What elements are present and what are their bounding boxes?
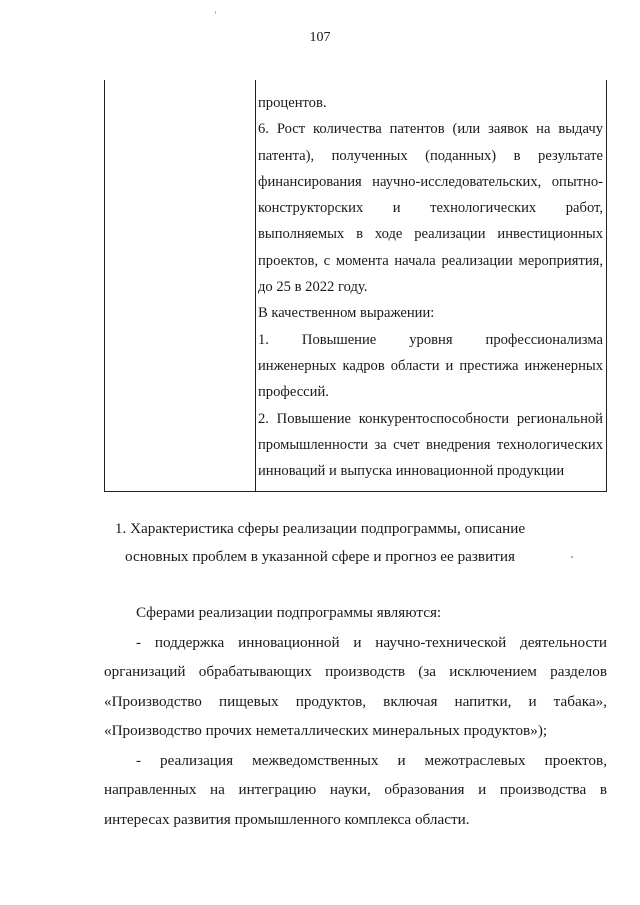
cell-item-6: 6. Рост количества патентов (или заявок на выдачу патента), полученных (поданных) в результате финансирования научно-исследовательских, опытно-конструкторских и технологических работ, выполняемых в ходе реализации инвестиционных проектов, с момента начала реализации мероприятия, до 25 в 2022 году. (258, 121, 603, 296)
item-1-word-a: Повышение (301, 331, 377, 348)
cell-item-1-first-line (258, 327, 603, 353)
cell-qualitative-heading: В качественном выражении: (258, 305, 435, 322)
section-intro: Сферами реализации подпрограммы являются: (136, 604, 442, 621)
section-heading-line-2: основных проблем в указанной сфере и прогноз ее развития (125, 548, 515, 565)
cell-line-percent: процентов. (258, 95, 327, 111)
item-1-word-c: профессионализма (485, 331, 603, 348)
scan-artifact (215, 11, 216, 14)
table-cell-content (258, 90, 603, 484)
section-bullet-2: - реализация межведомственных и межотраслевых проектов, направленных на интеграцию науки, образования и производства в интересах развития промышленного комплекса области. (104, 751, 607, 828)
scan-artifact-dot (571, 556, 573, 558)
cell-item-2: 2. Повышение конкурентоспособности региональной промышленности за счет внедрения технологических инноваций и выпуска инновационной продукции (258, 410, 603, 480)
table-column-divider (255, 80, 256, 492)
page-number: 107 (309, 30, 331, 45)
section-body (104, 598, 607, 834)
section-heading (0, 515, 640, 571)
item-1-word-b: уровня (409, 331, 453, 348)
section-heading-line-1: 1. Характеристика сферы реализации подпрограммы, описание (114, 520, 526, 537)
section-bullet-1: - поддержка инновационной и научно-технической деятельности организаций обрабатывающих производств (за исключением разделов «Производство пищевых продуктов, включая напитки, и табака», «Производство прочих неметаллических минеральных продуктов»); (104, 633, 607, 739)
item-1-number: 1. (258, 331, 269, 348)
cell-item-1-rest: инженерных кадров области и престижа инженерных профессий. (258, 357, 603, 401)
